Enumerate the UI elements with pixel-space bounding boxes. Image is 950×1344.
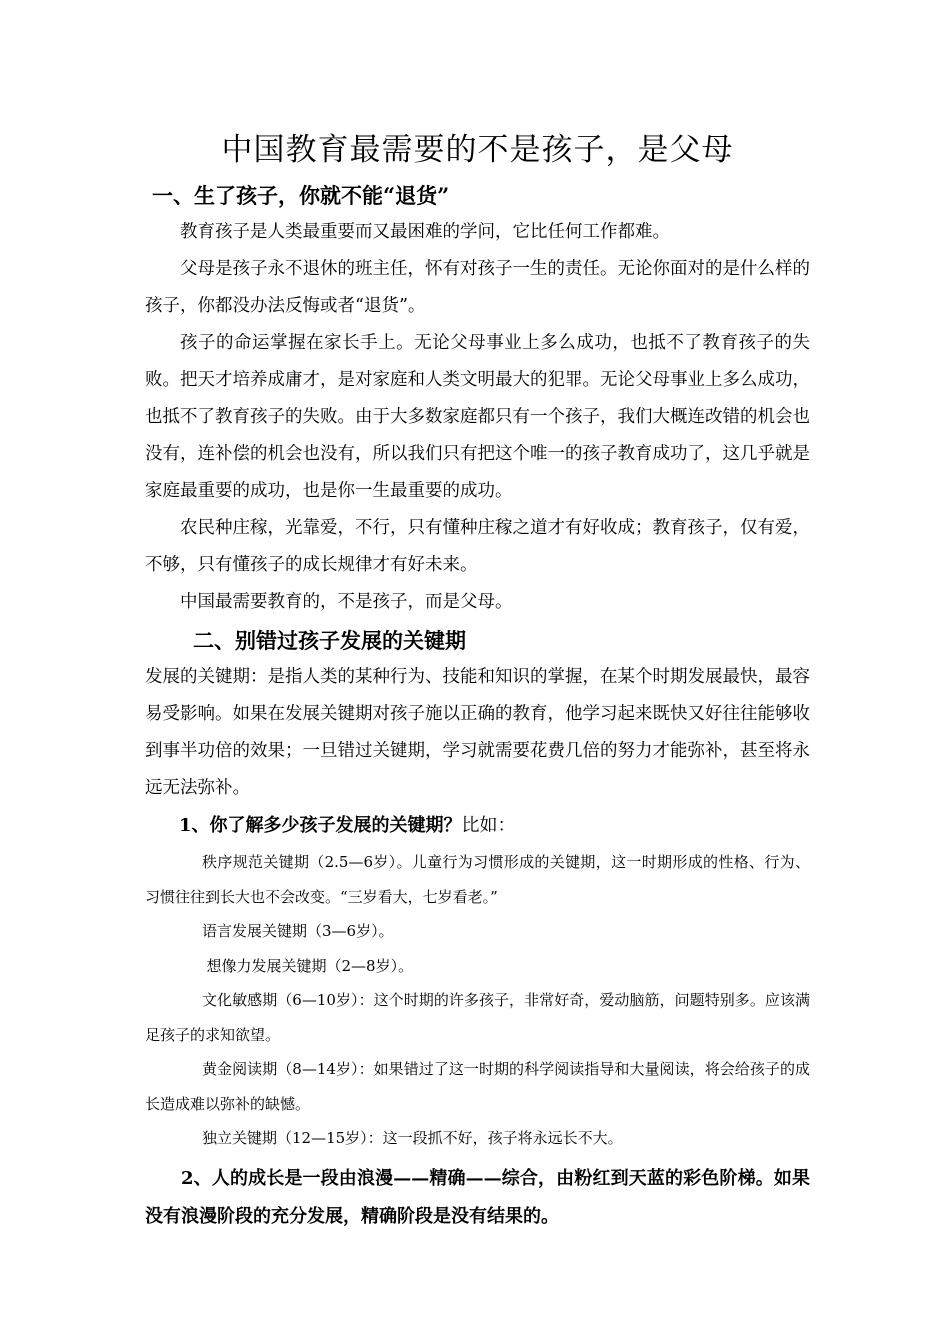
document-page bbox=[145, 128, 810, 1236]
period-item: 语言发展关键期（3—6岁）。 bbox=[202, 922, 394, 940]
period-item: 独立关键期（12—15岁）：这一段抓不好，孩子将永远长不大。 bbox=[202, 1129, 623, 1147]
section-2-intro: 发展的关键期：是指人类的某种行为、技能和知识的掌握，在某个时期发展最快，最容易受影响。如果在发展关键期对孩子施以正确的教育，他学习起来既快又好往往能够收到事半功倍的效果；一旦错过关键期，学习就需要花费几倍的努力才能弥补，甚至将永远无法弥补。 bbox=[145, 667, 810, 798]
section-1-paragraph: 农民种庄稼，光靠爱，不行，只有懂种庄稼之道才有好收成；教育孩子，仅有爱，不够，只有懂孩子的成长规律才有好未来。 bbox=[145, 518, 810, 575]
section-2-heading: 二、别错过孩子发展的关键期 bbox=[193, 628, 466, 653]
section-1-heading: 一、生了孩子，你就不能“退货” bbox=[152, 183, 450, 208]
section-1-paragraph: 中国最需要教育的，不是孩子，而是父母。 bbox=[180, 592, 513, 612]
document-title: 中国教育最需要的不是孩子，是父母 bbox=[221, 132, 734, 168]
period-item: 想像力发展关键期（2—8岁）。 bbox=[206, 956, 414, 975]
point-1-heading bbox=[145, 807, 810, 845]
section-1-paragraph: 教育孩子是人类最重要而又最困难的学问，它比任何工作都难。 bbox=[180, 222, 670, 242]
period-item: 文化敏感期（6—10岁）：这个时期的许多孩子，非常好奇，爱动脑筋，问题特别多。应该满足孩子的求知欲望。 bbox=[145, 991, 810, 1044]
section-1-paragraph: 父母是孩子永不退休的班主任，怀有对孩子一生的责任。无论你面对的是什么样的孩子，你都没办法反悔或者“退货”。 bbox=[145, 259, 810, 316]
section-1-paragraph: 孩子的命运掌握在家长手上。无论父母事业上多么成功，也抵不了教育孩子的失败。把天才培养成庸才，是对家庭和人类文明最大的犯罪。无论父母事业上多么成功，也抵不了教育孩子的失败。由于大多数家庭都只有一个孩子，我们大概连改错的机会也没有，连补偿的机会也没有，所以我们只有把这个唯一的孩子教育成功了，这几乎就是家庭最重要的成功，也是你一生最重要的成功。 bbox=[145, 333, 810, 501]
period-item: 秩序规范关键期（2.5—6岁）。儿童行为习惯形成的关键期，这一时期形成的性格、行为、习惯往往到长大也不会改变。“三岁看大，七岁看老。” bbox=[145, 853, 810, 906]
period-item: 黄金阅读期（8—14岁）：如果错过了这一时期的科学阅读指导和大量阅读，将会给孩子的成长造成难以弥补的缺憾。 bbox=[145, 1060, 810, 1113]
point-1-tail: 比如： bbox=[461, 815, 516, 836]
point-1-bold: 1、你了解多少孩子发展的关键期？ bbox=[179, 815, 462, 836]
point-2-paragraph: 2、人的成长是一段由浪漫——精确——综合，由粉红到天蓝的彩色阶梯。如果没有浪漫阶段的充分发展，精确阶段是没有结果的。 bbox=[145, 1167, 810, 1227]
